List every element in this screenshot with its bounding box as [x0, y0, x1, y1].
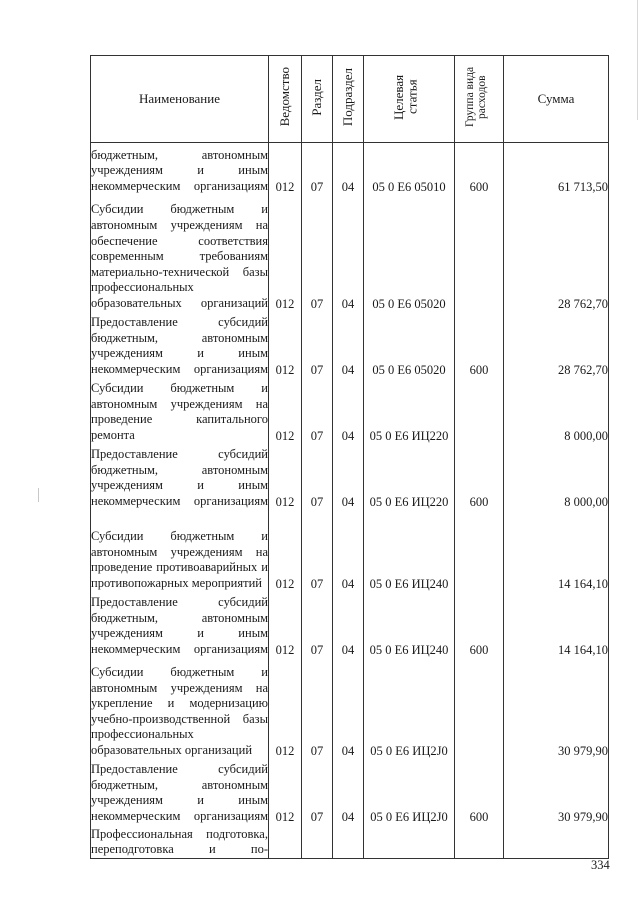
row-target: 05 0 Е6 05020 — [364, 312, 455, 378]
row-section: 07 — [302, 378, 333, 444]
row-target: 05 0 Е6 ИЦ240 — [364, 510, 455, 592]
row-section: 07 — [302, 143, 333, 195]
row-group: 600 — [455, 592, 504, 658]
row-sum — [504, 825, 609, 859]
row-name: Профессиональная подготовка, переподготовка и по- — [91, 825, 269, 859]
row-dept: 012 — [269, 312, 302, 378]
table-row — [91, 759, 609, 825]
table-header-row — [91, 56, 609, 143]
row-section: 07 — [302, 592, 333, 658]
row-group — [455, 658, 504, 759]
table-row — [91, 658, 609, 759]
header-expense-group: Группа вида расходов — [455, 56, 504, 143]
row-section: 07 — [302, 759, 333, 825]
row-group: 600 — [455, 759, 504, 825]
row-name: Субсидии бюджетным и автономным учреждениям на проведение капитального ремонта — [91, 378, 269, 444]
row-group — [455, 195, 504, 312]
row-section: 07 — [302, 444, 333, 510]
budget-table — [90, 55, 609, 859]
row-subsection: 04 — [333, 759, 364, 825]
row-target: 05 0 Е6 ИЦ2J0 — [364, 658, 455, 759]
scan-edge-mark — [637, 0, 638, 120]
page-number: 334 — [591, 858, 610, 872]
row-name: Субсидии бюджетным и автономным учреждениям на укрепление и модернизацию учебно-производственной базы профессиональных образовательных организаций — [91, 658, 269, 759]
row-subsection: 04 — [333, 510, 364, 592]
row-target: 05 0 Е6 ИЦ240 — [364, 592, 455, 658]
row-dept: 012 — [269, 510, 302, 592]
table-row — [91, 143, 609, 195]
row-section: 07 — [302, 312, 333, 378]
row-section — [302, 825, 333, 859]
row-sum: 14 164,10 — [504, 592, 609, 658]
row-target: 05 0 Е6 ИЦ2J0 — [364, 759, 455, 825]
row-section: 07 — [302, 658, 333, 759]
row-sum: 30 979,90 — [504, 658, 609, 759]
row-dept: 012 — [269, 444, 302, 510]
row-group: 600 — [455, 444, 504, 510]
row-target: 05 0 Е6 ИЦ220 — [364, 444, 455, 510]
row-target: 05 0 Е6 05020 — [364, 195, 455, 312]
header-name: Наименование — [91, 56, 269, 143]
header-subsection: Подраздел — [333, 56, 364, 143]
table-row — [91, 444, 609, 510]
row-name: Предоставление субсидий бюджетным, автономным учреждениям и иным некоммерческим организациям — [91, 592, 269, 658]
row-target: 05 0 Е6 ИЦ220 — [364, 378, 455, 444]
row-group — [455, 510, 504, 592]
row-name: Предоставление субсидий бюджетным, автономным учреждениям и иным некоммерческим организациям — [91, 312, 269, 378]
row-section: 07 — [302, 510, 333, 592]
row-subsection: 04 — [333, 444, 364, 510]
row-name: Субсидии бюджетным и автономным учреждениям на обеспечение соответствия современным требованиям материально-технической базы профессиональных образовательных организаций — [91, 195, 269, 312]
row-dept: 012 — [269, 592, 302, 658]
row-group — [455, 825, 504, 859]
table-row — [91, 312, 609, 378]
header-dept: Ведомство — [269, 56, 302, 143]
row-subsection: 04 — [333, 592, 364, 658]
row-sum: 28 762,70 — [504, 312, 609, 378]
header-target: Целевая статья — [364, 56, 455, 143]
row-dept: 012 — [269, 143, 302, 195]
row-sum: 28 762,70 — [504, 195, 609, 312]
scan-margin-mark — [38, 488, 39, 502]
row-name: Предоставление субсидий бюджетным, автономным учреждениям и иным некоммерческим организациям — [91, 444, 269, 510]
row-sum: 61 713,50 — [504, 143, 609, 195]
row-section: 07 — [302, 195, 333, 312]
row-dept — [269, 825, 302, 859]
row-sum: 8 000,00 — [504, 378, 609, 444]
row-subsection: 04 — [333, 658, 364, 759]
row-sum: 14 164,10 — [504, 510, 609, 592]
row-subsection — [333, 825, 364, 859]
row-subsection: 04 — [333, 312, 364, 378]
row-subsection: 04 — [333, 143, 364, 195]
row-dept: 012 — [269, 759, 302, 825]
table-row — [91, 510, 609, 592]
row-name: Субсидии бюджетным и автономным учреждениям на проведение противоаварийных и противопожарных мероприятий — [91, 510, 269, 592]
header-sum: Сумма — [504, 56, 609, 143]
row-dept: 012 — [269, 658, 302, 759]
row-group — [455, 378, 504, 444]
table-row — [91, 592, 609, 658]
row-subsection: 04 — [333, 378, 364, 444]
row-dept: 012 — [269, 195, 302, 312]
table-row — [91, 378, 609, 444]
row-name: Предоставление субсидий бюджетным, автономным учреждениям и иным некоммерческим организациям — [91, 759, 269, 825]
row-subsection: 04 — [333, 195, 364, 312]
row-sum: 8 000,00 — [504, 444, 609, 510]
row-group: 600 — [455, 143, 504, 195]
row-sum: 30 979,90 — [504, 759, 609, 825]
row-target: 05 0 Е6 05010 — [364, 143, 455, 195]
table-row — [91, 825, 609, 859]
row-name: бюджетным, автономным учреждениям и иным некоммерческим организациям — [91, 143, 269, 195]
row-group: 600 — [455, 312, 504, 378]
table-row — [91, 195, 609, 312]
row-dept: 012 — [269, 378, 302, 444]
row-target — [364, 825, 455, 859]
header-section: Раздел — [302, 56, 333, 143]
